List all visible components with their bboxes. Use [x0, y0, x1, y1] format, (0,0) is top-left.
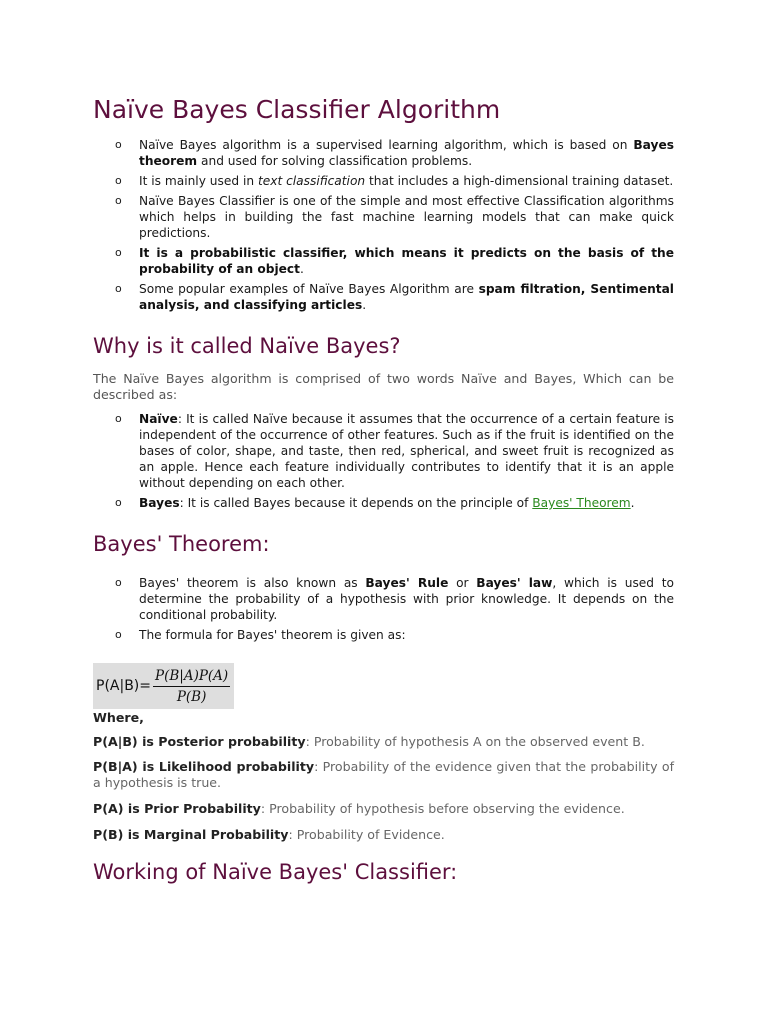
- bayes-formula: [93, 663, 234, 709]
- item-text: The formula for Bayes' theorem is given as:: [139, 628, 406, 642]
- page-title: Naïve Bayes Classifier Algorithm: [93, 95, 501, 124]
- item-italic-text: text classification: [257, 174, 366, 188]
- definition-item: [93, 734, 674, 750]
- theorem-heading: Bayes' Theorem:: [93, 532, 270, 556]
- definitions: [93, 710, 674, 843]
- list-item: [115, 137, 674, 169]
- list-item: [115, 193, 674, 241]
- item-text: : It is called Bayes because it depends on the principle of: [179, 496, 533, 510]
- formula-denominator: P(B): [176, 688, 207, 705]
- item-text: or: [448, 576, 477, 590]
- item-text: and used for solving classification problems.: [197, 154, 473, 168]
- list-item: [115, 281, 674, 313]
- list-item: [115, 411, 674, 491]
- definition-desc: : Probability of Evidence.: [288, 827, 445, 842]
- item-text: that includes a high-dimensional training dataset.: [365, 174, 674, 188]
- definition-term: P(B) is Marginal Probability: [93, 827, 289, 842]
- item-text: Naïve Bayes algorithm is a supervised learning algorithm, which is based on: [139, 138, 634, 152]
- where-text: Where,: [93, 710, 144, 725]
- formula-numerator: P(B|A)P(A): [153, 668, 230, 687]
- bullet-icon: o: [115, 576, 122, 589]
- list-item: [115, 495, 674, 511]
- item-bold-text: Bayes' law: [476, 576, 553, 590]
- item-text: Bayes' theorem is also known as: [139, 576, 366, 590]
- bullet-icon: o: [115, 138, 122, 151]
- item-text: It is mainly used in: [139, 174, 258, 188]
- bullet-icon: o: [115, 496, 122, 509]
- item-text: Naïve Bayes Classifier is one of the simple and most effective Classification algorithms which helps in building the fast machine learning models that can make quick predictions.: [139, 194, 674, 240]
- item-bold-text: Bayes theorem: [139, 138, 674, 168]
- formula-fraction: [153, 668, 230, 705]
- item-bold-text: It is a probabilistic classifier, which means it predicts on the basis of the probability of an object: [139, 246, 674, 276]
- bullet-icon: o: [115, 628, 122, 641]
- definition-desc: : Probability of hypothesis A on the observed event B.: [305, 734, 645, 749]
- definition-term: P(B|A) is Likelihood probability: [93, 759, 315, 774]
- list-item: [115, 627, 674, 643]
- bayes-theorem-link[interactable]: Bayes' Theorem: [532, 496, 631, 510]
- definition-desc: : Probability of hypothesis before observing the evidence.: [260, 801, 625, 816]
- where-label: [93, 710, 674, 726]
- definition-term: P(A|B) is Posterior probability: [93, 734, 306, 749]
- item-text: , which is used to determine the probability of a hypothesis with prior knowledge. It depends on the conditional probability.: [139, 576, 675, 622]
- item-text: : It is called Naïve because it assumes that the occurrence of a certain feature is independent of the occurrence of other features. Such as if the fruit is identified on the bases of color, shape, and taste, then red, spherical, and sweet fruit is recognized as an apple. Hence each feature individually contributes to identify that it is an apple without depending on each other.: [139, 412, 674, 490]
- item-text: Some popular examples of Naïve Bayes Algorithm are: [139, 282, 479, 296]
- bullet-icon: o: [115, 282, 122, 295]
- why-paragraph: The Naïve Bayes algorithm is comprised of two words Naïve and Bayes, Which can be described as:: [93, 371, 674, 402]
- definition-term: P(A) is Prior Probability: [93, 801, 261, 816]
- item-bold-text: spam filtration, Sentimental analysis, and classifying articles: [139, 282, 674, 312]
- intro-list: [93, 137, 674, 313]
- item-bold-text: Bayes: [139, 496, 180, 510]
- bullet-icon: o: [115, 412, 122, 425]
- item-bold-text: Bayes' Rule: [365, 576, 449, 590]
- item-text: .: [299, 262, 304, 276]
- definition-desc: : Probability of the evidence given that the probability of a hypothesis is true.: [93, 759, 675, 790]
- bullet-icon: o: [115, 174, 122, 187]
- formula-wrapper: [93, 663, 674, 709]
- definition-item: [93, 827, 674, 843]
- theorem-list: [93, 575, 674, 643]
- item-text: .: [362, 298, 367, 312]
- bullet-icon: o: [115, 246, 122, 259]
- list-item: [115, 173, 674, 189]
- why-heading: Why is it called Naïve Bayes?: [93, 334, 401, 358]
- definition-item: [93, 801, 674, 817]
- why-list: [93, 411, 674, 511]
- bullet-icon: o: [115, 194, 122, 207]
- formula-lhs: P(A|B)=: [96, 678, 151, 694]
- working-heading: Working of Naïve Bayes' Classifier:: [93, 860, 458, 884]
- definition-item: [93, 759, 674, 791]
- list-item: [115, 245, 674, 277]
- item-bold-text: Naïve: [139, 412, 178, 426]
- list-item: [115, 575, 675, 623]
- item-text: .: [630, 496, 635, 510]
